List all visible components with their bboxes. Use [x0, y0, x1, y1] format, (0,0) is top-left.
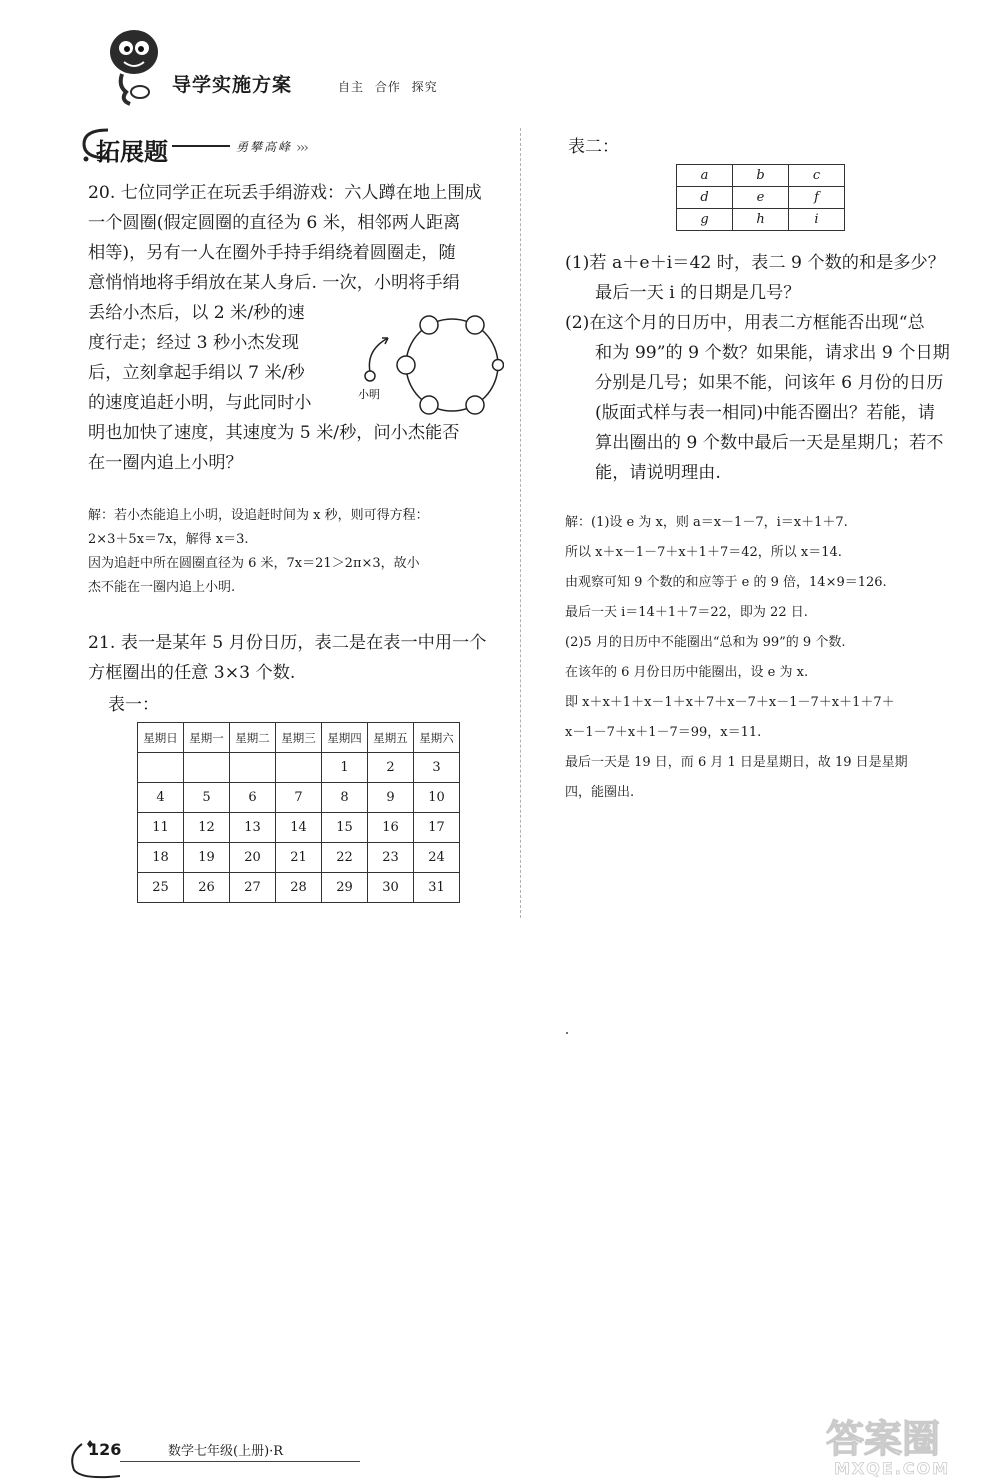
problem-20-line: 后，立刻拿起手绢以 7 米/秒: [88, 363, 305, 383]
table-row: [138, 753, 460, 783]
table-cell: 4: [138, 783, 184, 813]
problem-21-line: 21. 表一是某年 5 月份日历，表二是在表一中用一个: [88, 633, 487, 653]
table2-caption: 表二：: [568, 137, 619, 157]
column-divider: [520, 128, 521, 918]
table-cell: 26: [184, 873, 230, 903]
table-cell: a: [677, 165, 733, 187]
table-cell: 24: [414, 843, 460, 873]
table-cell: 6: [230, 783, 276, 813]
table-cell: f: [789, 187, 845, 209]
solution-21-line: 解：(1)设 e 为 x，则 a＝x－1－7，i＝x＋1＋7.: [565, 515, 848, 530]
question-line: (2)在这个月的日历中，用表二方框能否出现“总: [565, 313, 925, 333]
solution-20-line: 因为追赶中所在圆圈直径为 6 米，7x＝21＞2π×3，故小: [88, 556, 420, 571]
table-cell: 16: [368, 813, 414, 843]
table-header-row: [138, 723, 460, 753]
table-cell: 1: [322, 753, 368, 783]
watermark-text: 答案圈: [826, 1417, 941, 1461]
solution-20-line: 2×3＋5x＝7x，解得 x＝3.: [88, 532, 249, 547]
table-row: [138, 813, 460, 843]
table-cell: [138, 753, 184, 783]
table-row: [138, 843, 460, 873]
section-dash: [172, 145, 230, 147]
table-cell: 13: [230, 813, 276, 843]
table-cell: 25: [138, 873, 184, 903]
question-line: 算出圈出的 9 个数中最后一天是星期几；若不: [595, 433, 944, 453]
table-header-cell: 星期一: [184, 723, 230, 753]
table-header-cell: 星期二: [230, 723, 276, 753]
problem-21-questions: [565, 248, 965, 488]
table-cell: [184, 753, 230, 783]
table-cell: [230, 753, 276, 783]
footer-rule: [120, 1461, 360, 1462]
question-line: 最后一天 i 的日期是几号？: [595, 283, 801, 303]
table-cell: h: [733, 209, 789, 231]
section-subtitle: 勇攀高峰: [236, 140, 293, 154]
question-line: 分别是几号；如果不能，问该年 6 月份的日历: [595, 373, 944, 393]
mascot-logo: [100, 22, 166, 108]
table-cell: 8: [322, 783, 368, 813]
grid-table: [676, 164, 845, 231]
problem-20-line: 明也加快了速度，其速度为 5 米/秒，问小杰能否: [88, 423, 460, 443]
solution-21-line: x－1－7＋x＋1－7＝99，x＝11.: [565, 725, 762, 740]
table-cell: 28: [276, 873, 322, 903]
table-row: [138, 783, 460, 813]
calendar-table: [137, 722, 460, 903]
table-cell: 7: [276, 783, 322, 813]
ink-speck: [566, 1032, 568, 1034]
solution-21-line: 所以 x＋x－1－7＋x＋1＋7＝42，所以 x＝14.: [565, 545, 842, 560]
table-cell: e: [733, 187, 789, 209]
problem-20-line: 度行走；经过 3 秒小杰发现: [88, 333, 299, 353]
problem-20-line: 丢给小杰后，以 2 米/秒的速: [88, 303, 305, 323]
table-cell: i: [789, 209, 845, 231]
table-cell: d: [677, 187, 733, 209]
table-cell: 15: [322, 813, 368, 843]
problem-21-line: 方框圈出的任意 3×3 个数.: [88, 663, 296, 683]
solution-21-line: 四，能圈出.: [565, 785, 635, 800]
section-title: 拓展题: [96, 138, 168, 166]
solution-21: [565, 508, 965, 808]
table-cell: 17: [414, 813, 460, 843]
chevron-arrows-icon: ›››: [296, 140, 307, 156]
table-row: [677, 209, 845, 231]
solution-21-line: 最后一天 i＝14＋1＋7＝22，即为 22 日.: [565, 605, 808, 620]
table1-caption: 表一：: [108, 695, 159, 715]
page-number: 126: [88, 1440, 122, 1459]
table-cell: 12: [184, 813, 230, 843]
problem-20-line: 在一圈内追上小明？: [88, 453, 243, 473]
table-cell: 9: [368, 783, 414, 813]
table-cell: g: [677, 209, 733, 231]
table-cell: b: [733, 165, 789, 187]
solution-20-line: 杰不能在一圈内追上小明.: [88, 580, 236, 595]
table-cell: 11: [138, 813, 184, 843]
problem-20-line: 一个圆圈(假定圆圈的直径为 6 米，相邻两人距离: [88, 213, 461, 233]
question-line: (版面式样与表一相同)中能否圈出？若能，请: [595, 403, 935, 423]
question-line: (1)若 a＋e＋i＝42 时，表二 9 个数的和是多少？: [565, 253, 945, 273]
question-line: 和为 99”的 9 个数？如果能，请求出 9 个日期: [595, 343, 950, 363]
table-header-cell: 星期四: [322, 723, 368, 753]
solution-21-line: 由观察可知 9 个数的和应等于 e 的 9 倍，14×9＝126.: [565, 575, 887, 590]
table-cell: 29: [322, 873, 368, 903]
table-cell: 31: [414, 873, 460, 903]
watermark-url: MXQE.COM: [834, 1459, 951, 1478]
table-cell: 10: [414, 783, 460, 813]
table-row: [677, 165, 845, 187]
table-cell: 22: [322, 843, 368, 873]
table-cell: 14: [276, 813, 322, 843]
solution-21-line: 即 x＋x＋1＋x－1＋x＋7＋x－7＋x－1－7＋x＋1＋7＋: [565, 695, 895, 710]
question-line: 能，请说明理由.: [595, 463, 721, 483]
table-row: [138, 873, 460, 903]
table-header-cell: 星期五: [368, 723, 414, 753]
table-cell: [276, 753, 322, 783]
table-header-cell: 星期三: [276, 723, 322, 753]
circle-diagram: [358, 306, 504, 424]
table-cell: 23: [368, 843, 414, 873]
problem-20-line: 意悄悄地将手绢放在某人身后. 一次，小明将手绢: [88, 273, 460, 293]
table-cell: 27: [230, 873, 276, 903]
problem-21: [88, 628, 508, 688]
footer-book-title: 数学七年级(上册)·R: [168, 1444, 284, 1459]
header-title: 导学实施方案: [172, 74, 293, 96]
solution-20: [88, 504, 508, 600]
problem-20-line: 的速度追赶小明，与此同时小: [88, 393, 312, 413]
problem-20-line: 20. 七位同学正在玩丢手绢游戏：六人蹲在地上围成: [88, 183, 482, 203]
table-header-cell: 星期日: [138, 723, 184, 753]
table-cell: c: [789, 165, 845, 187]
table-cell: 20: [230, 843, 276, 873]
solution-21-line: 最后一天是 19 日，而 6 月 1 日是星期日，故 19 日是星期: [565, 755, 908, 770]
table-cell: 19: [184, 843, 230, 873]
table-cell: 18: [138, 843, 184, 873]
table-cell: 5: [184, 783, 230, 813]
solution-21-line: 在该年的 6 月份日历中能圈出，设 e 为 x.: [565, 665, 809, 680]
solution-20-line: 解：若小杰能追上小明，设追赶时间为 x 秒，则可得方程：: [88, 508, 429, 523]
table-cell: 30: [368, 873, 414, 903]
problem-20-line: 相等)，另有一人在圈外手持手绢绕着圆圈走，随: [88, 243, 456, 263]
table-cell: 3: [414, 753, 460, 783]
diagram-label: 小明: [358, 388, 380, 401]
table-header-cell: 星期六: [414, 723, 460, 753]
watermark-logo: [820, 1410, 985, 1478]
table-row: [677, 187, 845, 209]
solution-21-line: (2)5 月的日历中不能圈出“总和为 99”的 9 个数.: [565, 635, 846, 650]
table-cell: 2: [368, 753, 414, 783]
table-cell: 21: [276, 843, 322, 873]
header-subtitle: 自主 合作 探究: [338, 80, 438, 94]
